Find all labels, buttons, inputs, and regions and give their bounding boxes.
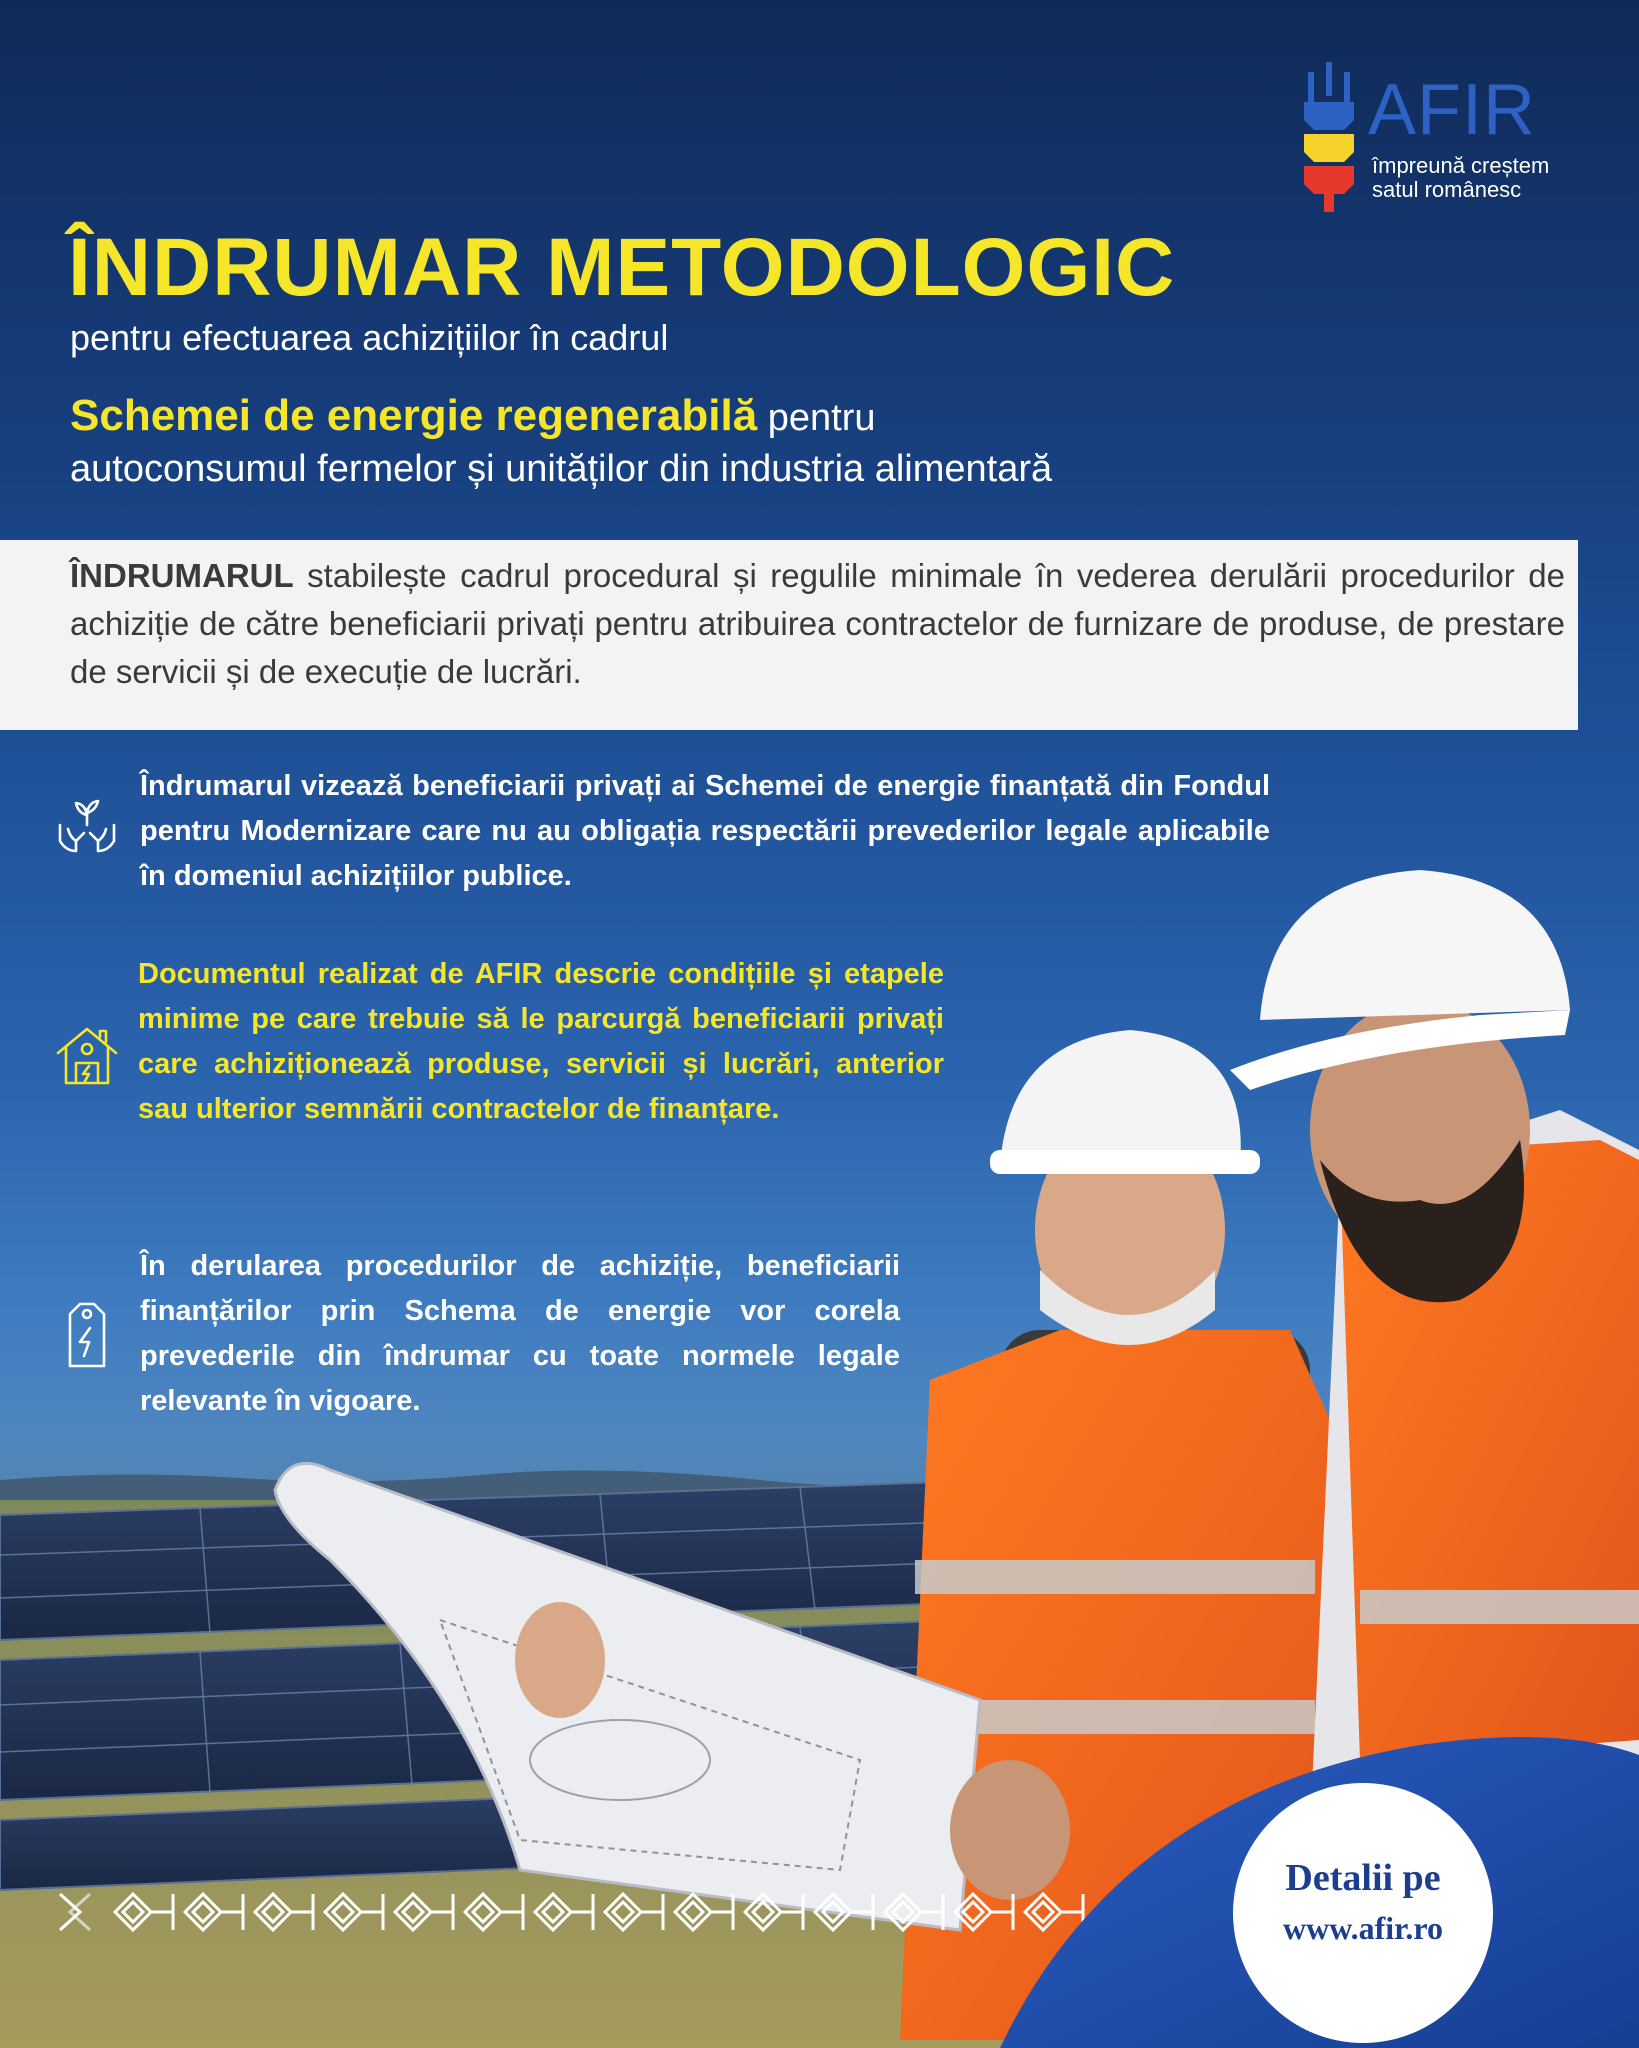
details-line1: Detalii pe [1285, 1857, 1441, 1899]
hands-plant-icon [56, 795, 118, 857]
energy-tag-icon [62, 1300, 112, 1370]
house-energy-icon [54, 1023, 120, 1089]
intro-lead: ÎNDRUMARUL [70, 557, 294, 594]
logo-tagline [1372, 154, 1572, 202]
details-link[interactable] [1233, 1783, 1493, 2043]
logo-tagline-line1: împreună creștem [1372, 153, 1550, 178]
subtitle-highlight: Schemei de energie regenerabilă [70, 391, 758, 440]
afir-logo [1300, 62, 1560, 212]
details-url[interactable]: www.afir.ro [1283, 1910, 1443, 1946]
subtitle-line1: pentru efectuarea achizițiilor în cadrul [70, 317, 669, 358]
subtitle-line2 [70, 390, 876, 444]
intro-text [70, 552, 1565, 696]
details-text [1233, 1853, 1493, 1953]
item-1-text: Îndrumarul vizează beneficiarii privați ai Schemei de energie finanțată din Fondul pentru Modernizare care nu au obligația respectării prevederilor legale aplicabile în domeniul achizițiilor publice. [140, 770, 1270, 892]
intro-body: stabilește cadrul procedural și regulile minimale în vederea derulării procedurilor de achiziție de către beneficiarii privați pentru atribuirea contractelor de furnizare de produse, de prestare de servicii și de execuție de lucrări. [70, 557, 1565, 690]
logo-tagline-line2: satul românesc [1372, 177, 1522, 202]
logo-name: AFIR [1368, 70, 1537, 150]
item-3-text: În derularea procedurilor de achiziție, beneficiarii finanțărilor prin Schema de energie vor corela prevederile din îndrumar cu toate normele legale relevante în vigoare. [140, 1250, 900, 1417]
page-title: ÎNDRUMAR METODOLOGIC [68, 222, 1176, 313]
intro-band [0, 540, 1578, 730]
subtitle-line2-rest: pentru [757, 397, 876, 439]
item-2-text: Documentul realizat de AFIR descrie condițiile și etapele minime pe care trebuie să le parcurgă beneficiarii privați care achiziționează produse, servicii și lucrări, anterior sau ulterior semnării contractelor de finanțare. [138, 958, 944, 1125]
afir-emblem-icon [1300, 62, 1358, 212]
subtitle-line3: autoconsumul fermelor și unităților din industria alimentară [70, 448, 1053, 490]
